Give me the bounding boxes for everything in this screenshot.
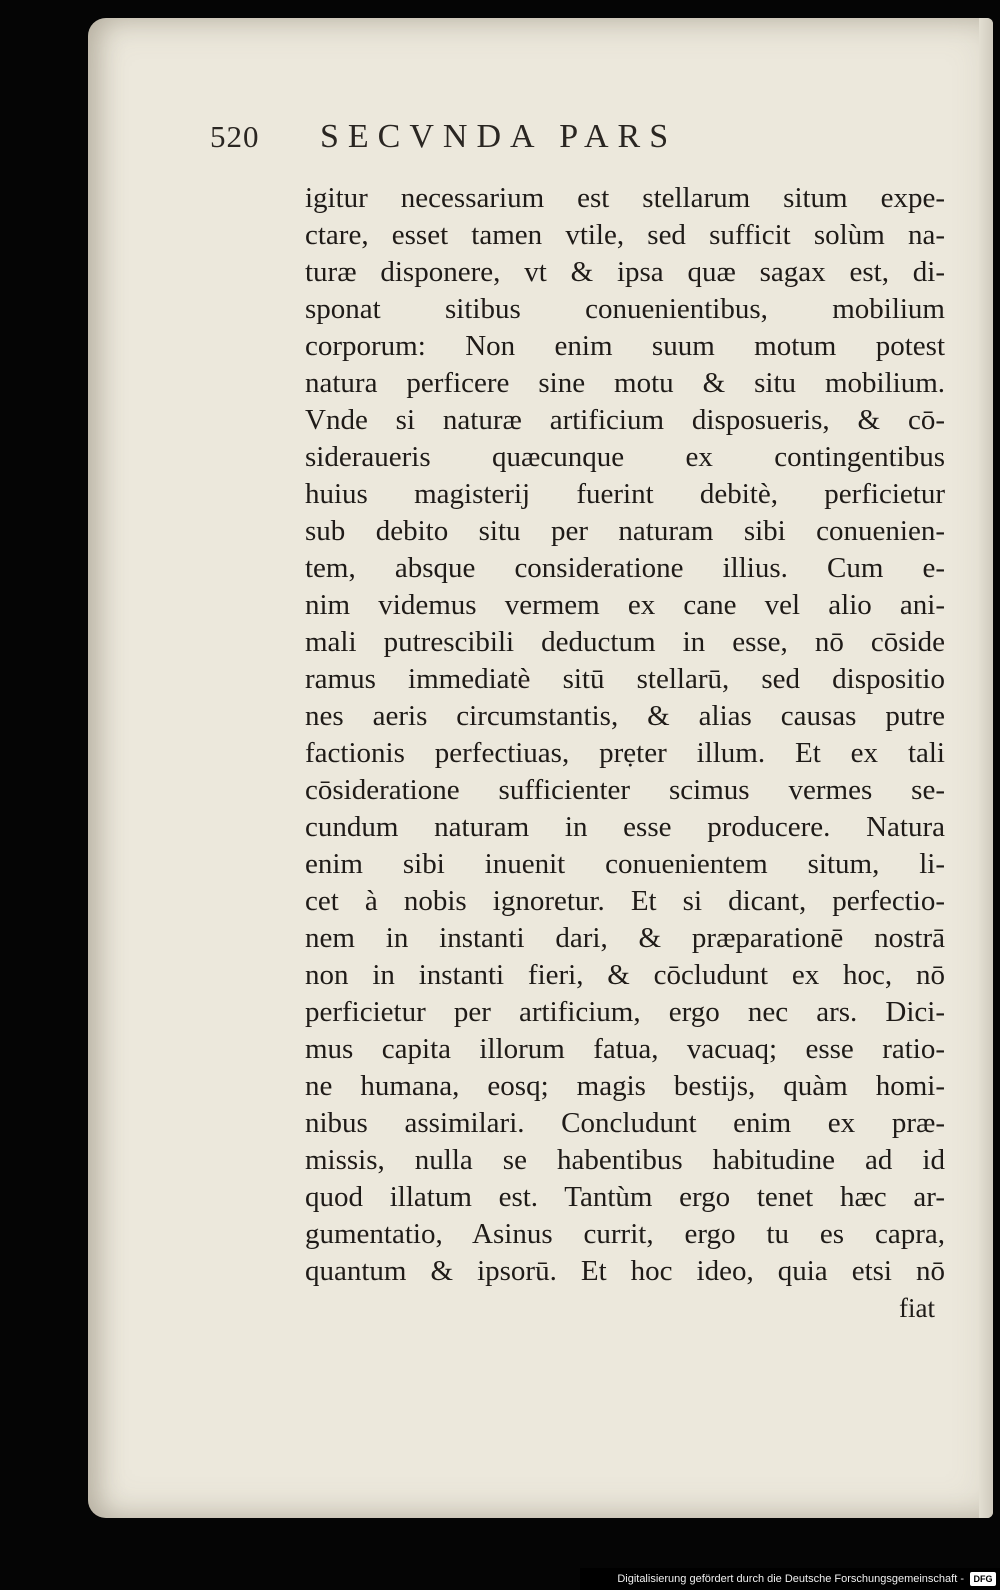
digitization-footer xyxy=(580,1568,1000,1590)
text-line: nim videmus vermem ex cane vel alio ani- xyxy=(305,589,945,621)
text-line: quantum & ipsorū. Et hoc ideo, quia etsi nō xyxy=(305,1255,945,1287)
text-line: cet à nobis ignoretur. Et si dicant, perfectio- xyxy=(305,885,945,917)
page-header xyxy=(210,118,850,166)
text-line: ramus immediatè sitū stellarū, sed dispositio xyxy=(305,663,945,695)
text-line: sub debito situ per naturam sibi conuenien- xyxy=(305,515,945,547)
dfg-logo-icon: DFG xyxy=(970,1572,996,1586)
text-line: tem, absque consideratione illius. Cum e- xyxy=(305,552,945,584)
text-line: nem in instanti dari, & præparationē nostrā xyxy=(305,922,945,954)
text-line: cōsideratione sufficienter scimus vermes se- xyxy=(305,774,945,806)
text-line: missis, nulla se habentibus habitudine ad id xyxy=(305,1144,945,1176)
text-line: ne humana, eosq; magis bestijs, quàm homi- xyxy=(305,1070,945,1102)
catchword: fiat xyxy=(899,1293,935,1323)
text-line: Vnde si naturæ artificium disposueris, & cō- xyxy=(305,404,945,436)
footer-credit: Digitalisierung gefördert durch die Deutsche Forschungsgemeinschaft - xyxy=(617,1573,964,1585)
text-line: natura perficere sine motu & situ mobilium. xyxy=(305,367,945,399)
text-line: sideraueris quæcunque ex contingentibus xyxy=(305,441,945,473)
text-line: mali putrescibili deductum in esse, nō cōside xyxy=(305,626,945,658)
text-line: turæ disponere, vt & ipsa quæ sagax est, di- xyxy=(305,256,945,288)
text-line: gumentatio, Asinus currit, ergo tu es capra, xyxy=(305,1218,945,1250)
text-line: igitur necessarium est stellarum situm expe- xyxy=(305,182,945,214)
text-line: mus capita illorum fatua, vacuaq; esse ratio- xyxy=(305,1033,945,1065)
text-line: cundum naturam in esse producere. Natura xyxy=(305,811,945,843)
text-line: huius magisterij fuerint debitè, perficietur xyxy=(305,478,945,510)
text-line: nibus assimilari. Concludunt enim ex præ- xyxy=(305,1107,945,1139)
text-line: enim sibi inuenit conuenientem situm, li- xyxy=(305,848,945,880)
text-line: perficietur per artificium, ergo nec ars. Dici- xyxy=(305,996,945,1028)
body-text xyxy=(305,180,945,1327)
text-line: sponat sitibus conuenientibus, mobilium xyxy=(305,293,945,325)
text-line: nes aeris circumstantis, & alias causas putre xyxy=(305,700,945,732)
text-line: quod illatum est. Tantùm ergo tenet hæc ar- xyxy=(305,1181,945,1213)
folio-number: 520 xyxy=(210,119,260,154)
text-line: non in instanti fieri, & cōcludunt ex hoc, nō xyxy=(305,959,945,991)
page-edge xyxy=(979,18,993,1518)
running-title: SECVNDA PARS xyxy=(320,118,678,155)
text-line: ctare, esset tamen vtile, sed sufficit solùm na- xyxy=(305,219,945,251)
text-line: corporum: Non enim suum motum potest xyxy=(305,330,945,362)
text-line: factionis perfectiuas, prẹter illum. Et ex tali xyxy=(305,737,945,769)
